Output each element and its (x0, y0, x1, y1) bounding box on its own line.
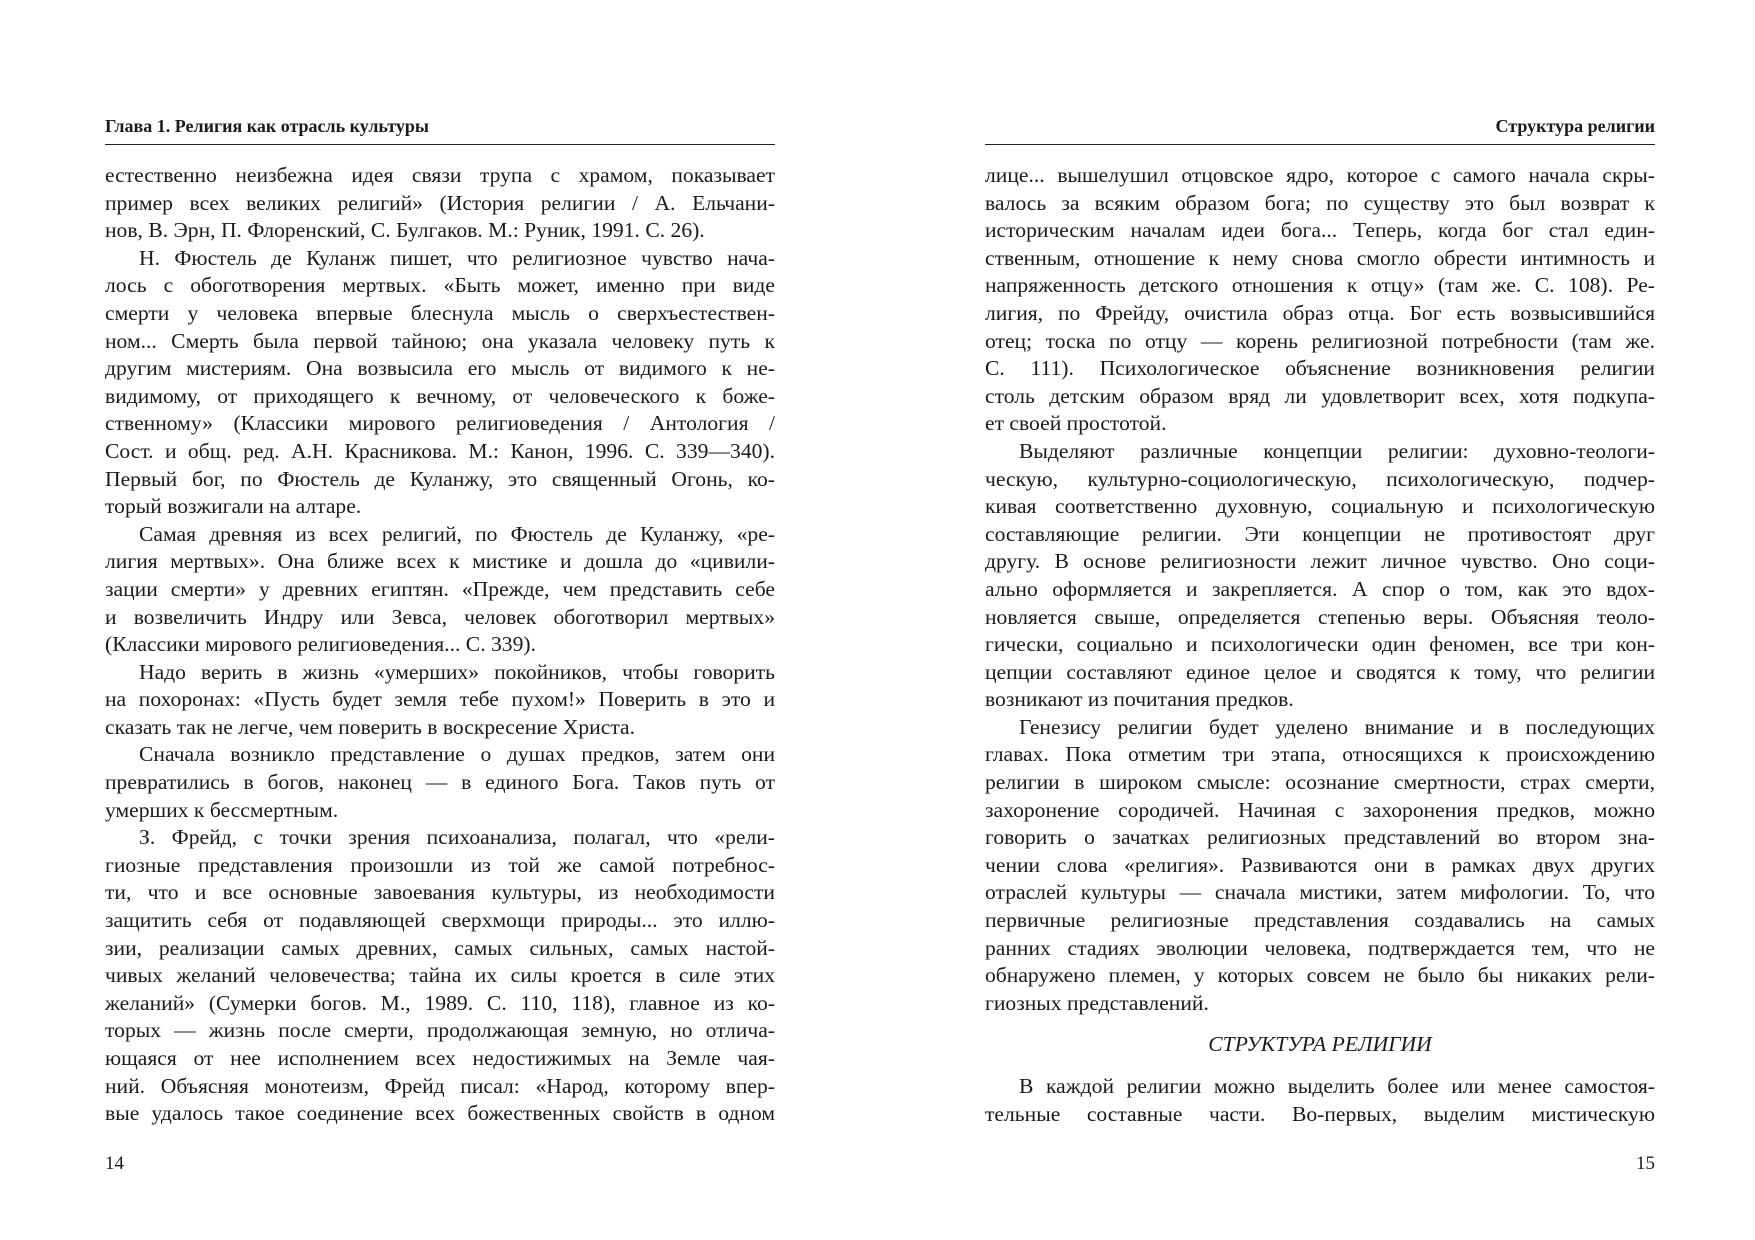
text-line: зии, реализации самых древних, самых сильных, самых настой- (105, 935, 775, 960)
text-line: историческим началам идеи бога... Теперь, когда бог стал един- (985, 218, 1655, 243)
text-line: вые удалось такое соединение всех божественных свойств в одном (105, 1101, 775, 1126)
text-line: ственным, отношение к нему снова смогло обрести интимность и (985, 245, 1655, 270)
text-line: умерших к бессмертным. (105, 797, 339, 822)
text-line: видимому, от приходящего к вечному, от человеческого к боже- (105, 383, 775, 408)
text-line: Самая древняя из всех религий, по Фюстель де Куланжу, «ре- (139, 521, 775, 546)
text-line: защитить себя от подавляющей сверхмощи природы... это иллю- (105, 908, 775, 933)
text-line: валось за всяким образом бога; по существу это был возврат к (985, 190, 1655, 215)
text-line: зации смерти» у древних египтян. «Прежде, чем представить себе (105, 576, 775, 601)
text-line: ном... Смерть была первой тайною; она указала человеку путь к (105, 328, 775, 353)
text-line: Первый бог, по Фюстель де Куланжу, это священный Огонь, ко- (105, 466, 775, 491)
text-line: главах. Пока отметим три этапа, относящихся к происхождению (985, 742, 1655, 767)
text-line: религии в широком смысле: осознание смертности, страх смерти, (985, 770, 1655, 795)
text-line: гически, социально и психологически один феномен, все три кон- (985, 632, 1655, 657)
left-page-body (105, 162, 775, 1128)
text-line: (Классики мирового религиоведения... С. 339). (105, 632, 536, 657)
text-line: естественно неизбежна идея связи трупа с храмом, показывает (105, 163, 775, 187)
text-line: кивая соответственно духовную, социальную и психологическую (985, 494, 1655, 519)
text-line: сказать так не легче, чем поверить в воскресение Христа. (105, 714, 636, 739)
text-line: составляющие религии. Эти концепции не противостоят друг (985, 521, 1655, 546)
text-line: смерти у человека впервые блеснула мысль о сверхъестествен- (105, 300, 775, 325)
text-line: ет своей простотой. (985, 411, 1167, 436)
text-line: на похоронах: «Пусть будет земля тебе пухом!» Поверить в это и (105, 687, 775, 712)
text-line: пример всех великих религий» (История религии / А. Ельчани- (105, 190, 775, 215)
text-line: гиозные представления произошли из той же самой потребнос- (105, 852, 775, 877)
text-line: Выделяют различные концепции религии: духовно-теологи- (1019, 438, 1655, 463)
text-line: ально оформляется и закрепляется. А спор о том, как это вдох- (985, 576, 1655, 601)
text-line: ственному» (Классики мирового религиоведения / Антология / (105, 411, 775, 436)
text-line: напряженность детского отношения к отцу» (там же. С. 108). Ре- (985, 273, 1655, 298)
text-line: захоронение сородичей. Начиная с захоронения предков, можно (985, 797, 1655, 822)
text-line: желаний» (Сумерки богов. М., 1989. С. 110, 118), главное из ко- (105, 990, 775, 1015)
text-line: З. Фрейд, с точки зрения психоанализа, полагал, что «рели- (139, 825, 775, 850)
text-line: чивых желаний человечества; тайна их силы кроется в силе этих (105, 963, 775, 988)
text-line: тельные составные части. Во-первых, выделим мистическую (985, 1101, 1655, 1126)
text-line: нов, В. Эрн, П. Флоренский, С. Булгаков. М.: Руник, 1991. С. 26). (105, 218, 705, 243)
right-page-body (985, 162, 1655, 1128)
text-line: чении слова «религия». Развиваются они в рамках двух других (985, 852, 1655, 877)
text-line: гиозных представлений. (985, 990, 1209, 1015)
text-line: ний. Объясняя монотеизм, Фрейд писал: «Народ, которому впер- (105, 1073, 775, 1098)
text-line: говорить о зачатках религиозных представлений во втором зна- (985, 825, 1655, 850)
text-line: столь детским образом вряд ли удовлетворит всех, хотя подкупа- (985, 383, 1655, 408)
running-head-right: Структура религии (985, 114, 1655, 145)
text-line: лигия мертвых». Она ближе всех к мистике и дошла до «цивили- (105, 549, 775, 574)
text-line: другу. В основе религиозности лежит личное чувство. Оно соци- (985, 549, 1655, 574)
text-line: Сост. и общ. ред. А.Н. Красникова. М.: Канон, 1996. С. 339—340). (105, 438, 775, 463)
text-line: лось с обоготворения мертвых. «Быть может, именно при виде (105, 273, 775, 298)
text-line: превратились в богов, наконец — в единого Бога. Таков путь от (105, 770, 775, 795)
text-line: торых — жизнь после смерти, продолжающая земную, но отлича- (105, 1018, 775, 1043)
text-line: ти, что и все основные завоевания культуры, из необходимости (105, 880, 775, 905)
text-line: С. 111). Психологическое объяснение возникновения религии (985, 356, 1655, 381)
text-line: новляется свыше, определяется степенью веры. Объясняя теоло- (985, 604, 1655, 629)
text-line: отец; тоска по отцу — корень религиозной потребности (там же. (985, 328, 1655, 353)
text-line: обнаружено племен, у которых совсем не было бы никаких рели- (985, 963, 1655, 988)
text-line: возникают из почитания предков. (985, 687, 1294, 712)
text-line: Сначала возникло представление о душах предков, затем они (139, 742, 775, 767)
text-line: цепции составляют единое целое и сводятся к тому, что религии (985, 659, 1655, 684)
text-line: отраслей культуры — сначала мистики, затем мифологии. То, что (985, 880, 1655, 905)
section-heading: СТРУКТУРА РЕЛИГИИ (1208, 1032, 1432, 1057)
text-line: Надо верить в жизнь «умерших» покойников, чтобы говорить (139, 659, 775, 684)
text-line: ющаяся от нее исполнением всех недостижимых на Земле чая- (105, 1046, 775, 1070)
page-number-left: 14 (105, 1153, 124, 1174)
running-head-left: Глава 1. Религия как отрасль культуры (105, 114, 775, 145)
text-line: Н. Фюстель де Куланж пишет, что религиозное чувство нача- (139, 245, 775, 270)
text-line: первичные религиозные представления создавались на самых (985, 908, 1655, 933)
text-line: лигия, по Фрейду, очистила образ отца. Бог есть возвысившийся (985, 300, 1655, 325)
text-line: Генезису религии будет уделено внимание и в последующих (1019, 714, 1655, 739)
text-line: В каждой религии можно выделить более или менее самостоя- (1019, 1074, 1655, 1098)
text-line: ческую, культурно-социологическую, психологическую, подчер- (985, 466, 1655, 491)
text-line: лице... вышелушил отцовское ядро, которое с самого начала скры- (985, 163, 1655, 187)
page-number-right: 15 (1636, 1153, 1655, 1174)
text-line: другим мистериям. Она возвысила его мысль от видимого к не- (105, 356, 775, 381)
text-line: и возвеличить Индру или Зевса, человек обоготворил мертвых» (105, 604, 775, 629)
text-line: ранних стадиях эволюции человека, подтверждается тем, что не (985, 935, 1655, 960)
text-line: торый возжигали на алтаре. (105, 494, 362, 519)
